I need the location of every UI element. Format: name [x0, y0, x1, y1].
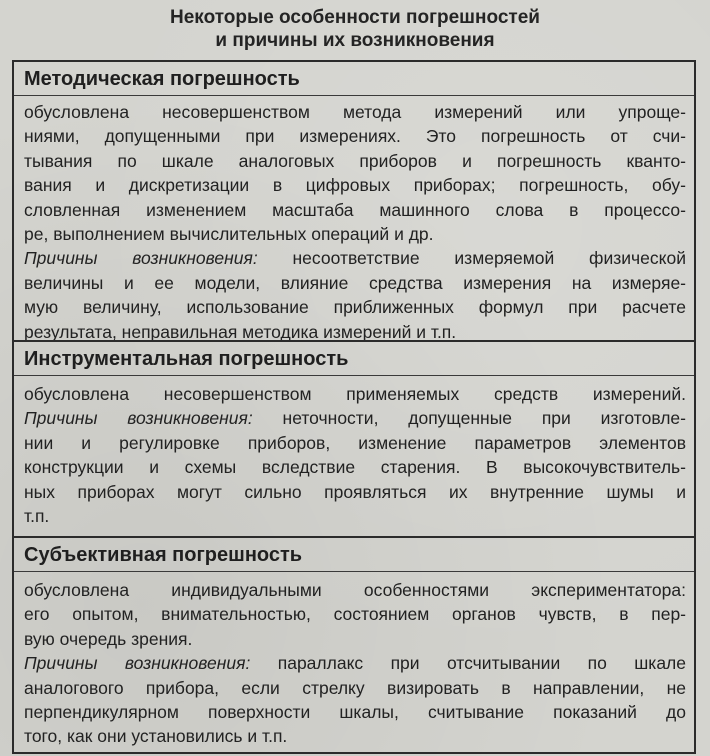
section-instrumental-error: [14, 340, 694, 536]
causes-line: того, как они установились и т.п.: [24, 726, 288, 747]
causes-line: перпендикулярном поверхности шкалы, считывание показаний до: [24, 701, 686, 722]
section-heading: Субъективная погрешность: [14, 538, 694, 572]
causes-line: [24, 406, 686, 430]
causes-text: неточности, допущенные при изготовле-: [252, 408, 686, 429]
causes-text: несоответствие измеряемой физической: [257, 248, 686, 269]
section-body: [24, 100, 686, 344]
section-body: [24, 578, 686, 749]
causes-line: конструкции и схемы вследствие старения. В высокочувствитель-: [24, 457, 686, 478]
causes-line: аналогового прибора, если стрелку визировать в направлении, не: [24, 677, 686, 698]
causes-label: Причины возникновения:: [24, 653, 251, 674]
description-line: обусловлена индивидуальными особенностями экспериментатора:: [24, 580, 686, 600]
causes-label: Причины возникновения:: [24, 248, 258, 269]
description-line: вания и дискретизации в цифровых приборах; погрешность, обу-: [24, 175, 686, 196]
causes-label: Причины возникновения:: [24, 408, 253, 429]
description-line: ниями, допущенными при измерениях. Это погрешность от счи-: [24, 126, 686, 147]
description-line: словленная изменением масштаба машинного слова в процессо-: [24, 199, 686, 220]
title-line-2: и причины их возникновения: [215, 30, 495, 51]
section-heading: Методическая погрешность: [14, 62, 694, 96]
causes-line: нии и регулировке приборов, изменение параметров элементов: [24, 432, 686, 453]
causes-line: величины и ее модели, влияние средства измерения на измеряе-: [24, 272, 686, 293]
description-line: его опытом, внимательностью, состоянием органов чувств, в пер-: [24, 604, 686, 625]
causes-line: [24, 651, 686, 675]
table-frame: [12, 60, 696, 754]
description-line: обусловлена несовершенством метода измерений или упроще-: [24, 102, 686, 122]
causes-line: ных приборах могут сильно проявляться их внутренние шумы и: [24, 481, 686, 502]
description-line: обусловлена несовершенством применяемых средств измерений.: [24, 384, 686, 404]
section-heading: Инструментальная погрешность: [14, 342, 694, 376]
document-title: [0, 6, 710, 52]
description-line: вую очередь зрения.: [24, 628, 193, 649]
causes-line: т.п.: [24, 505, 50, 526]
causes-line: [24, 246, 686, 270]
description-line: тывания по шкале аналоговых приборов и погрешность кванто-: [24, 150, 686, 171]
causes-line: мую величину, использование приближенных формул при расчете: [24, 297, 686, 318]
causes-text: параллакс при отсчитывании по шкале: [250, 653, 686, 674]
section-body: [24, 382, 686, 528]
description-line: ре, выполнением вычислительных операций и др.: [24, 223, 434, 244]
title-line-1: Некоторые особенности погрешностей: [170, 7, 540, 28]
causes-line: результата, неправильная методика измерений и т.п.: [24, 321, 457, 342]
section-subjective-error: [14, 536, 694, 752]
section-methodical-error: [14, 62, 694, 340]
